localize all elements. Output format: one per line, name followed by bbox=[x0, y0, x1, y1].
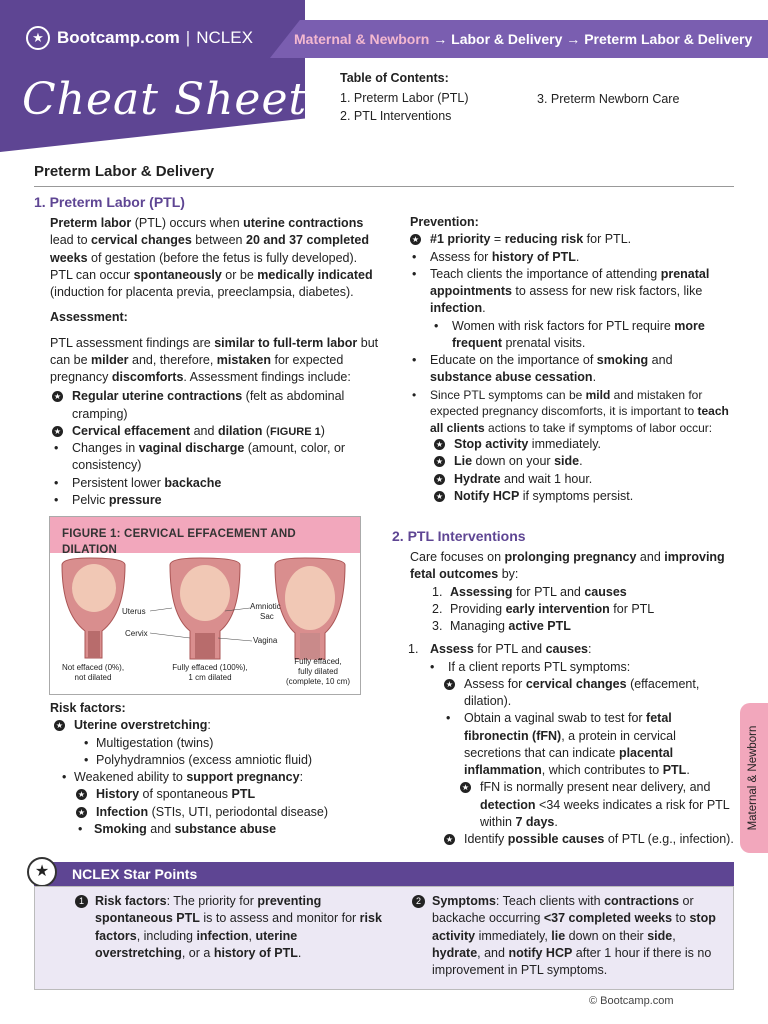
list-item: 2. Providing early intervention for PTL bbox=[432, 601, 655, 616]
caption-2: 1 cm dilated bbox=[188, 673, 232, 682]
list-item: 1. Assessing for PTL and causes bbox=[432, 584, 627, 599]
list-item: • Assess for history of PTL. bbox=[410, 249, 735, 266]
breadcrumb-current: Preterm Labor & Delivery bbox=[584, 31, 753, 47]
risk-heading: Risk factors: bbox=[50, 701, 126, 715]
assessment-text: PTL assessment findings are similar to full-term labor but can be milder and, therefore, mistaken for expected pregnancy discomforts. Assessment findings include: bbox=[50, 335, 379, 384]
caption-2: Fully effaced (100%), bbox=[172, 663, 248, 672]
table-of-contents: Table of Contents: 1. Preterm Labor (PTL) 2. PTL Interventions bbox=[340, 70, 469, 125]
section-2-body bbox=[410, 549, 735, 848]
side-tab[interactable]: Maternal & Newborn bbox=[740, 703, 768, 853]
prevention-heading: Prevention: bbox=[410, 215, 479, 229]
list-item: ★ fFN is normally present near delivery, and detection <34 weeks indicates a risk for PTL within 7 days. bbox=[461, 780, 730, 829]
list-item: 1. Assess for PTL and causes: bbox=[408, 642, 592, 657]
toc-item[interactable]: 3. Preterm Newborn Care bbox=[537, 92, 680, 106]
list-item: ★ Stop activity immediately. bbox=[435, 437, 602, 452]
list-item: ★ Hydrate and wait 1 hour. bbox=[435, 471, 593, 486]
list-item: • Weakened ability to support pregnancy: bbox=[60, 769, 380, 786]
list-item: 3. Managing active PTL bbox=[432, 619, 571, 633]
divider bbox=[34, 186, 734, 187]
caption-1: Not effaced (0%), bbox=[61, 663, 125, 672]
list-item: • Changes in vaginal discharge (amount, color, or consistency) bbox=[52, 440, 380, 475]
prevention-list bbox=[410, 231, 735, 505]
breadcrumb-maternal[interactable]: Maternal & Newborn bbox=[294, 31, 430, 47]
list-item: ★ Regular uterine contractions (felt as abdominal cramping) bbox=[53, 389, 345, 421]
star-logo-icon: ★ bbox=[26, 26, 50, 50]
list-item: ★ History of spontaneous PTL bbox=[77, 787, 256, 802]
list-item: • Polyhydramnios (excess amniotic fluid) bbox=[82, 752, 380, 769]
assessment-heading: Assessment: bbox=[50, 310, 128, 325]
label-uterus: Uterus bbox=[122, 607, 146, 616]
s2-intro: Care focuses on prolonging pregnancy and improving fetal outcomes by: bbox=[410, 550, 725, 582]
nclex-star-points-bar: NCLEX Star Points bbox=[34, 862, 734, 886]
label-vagina: Vagina bbox=[253, 636, 278, 645]
list-item: ★ Uterine overstretching: bbox=[55, 718, 211, 733]
star-point-1: 1 Risk factors: The priority for preventing spontaneous PTL is to assess and monitor for risk factors, including infection, uterine overstretching, or a history of PTL. bbox=[75, 893, 385, 962]
list-item: ★ Cervical effacement and dilation (FIGURE 1) bbox=[53, 423, 325, 438]
product-name: NCLEX bbox=[196, 28, 253, 48]
prevention bbox=[410, 214, 735, 505]
star-bullet-icon: ★ bbox=[461, 783, 470, 793]
findings-list bbox=[52, 388, 380, 509]
page-title: Preterm Labor & Delivery bbox=[34, 163, 215, 180]
caption-1: not dilated bbox=[74, 673, 112, 682]
list-item: • Smoking and substance abuse bbox=[76, 821, 380, 838]
cheat-sheets-title: Cheat Sheets bbox=[22, 74, 331, 125]
section-1-body bbox=[50, 215, 380, 509]
footer-copyright: © Bootcamp.com bbox=[589, 995, 674, 1007]
uterus-effaced bbox=[170, 558, 240, 659]
breadcrumb-labor[interactable]: Labor & Delivery bbox=[451, 31, 563, 47]
star-bullet-icon: ★ bbox=[55, 721, 64, 731]
uterus-dilated bbox=[275, 558, 345, 659]
star-bullet-icon: ★ bbox=[77, 807, 86, 817]
star-bullet-icon: ★ bbox=[435, 440, 444, 450]
list-item: ★ Identify possible causes of PTL (e.g., infection). bbox=[445, 832, 734, 846]
star-point-2: 2 Symptoms: Teach clients with contractions or backache occurring <37 completed weeks to stop activity immediately, lie down on their side, hydrate, and notify HCP after 1 hour if there is no improvement in PTL symptoms. bbox=[412, 893, 722, 979]
star-bullet-icon: ★ bbox=[435, 457, 444, 467]
list-item: ★ Infection (STIs, UTI, periodontal disease) bbox=[77, 804, 329, 819]
cervix-illustration bbox=[50, 553, 360, 693]
star-bullet-icon: ★ bbox=[53, 426, 62, 436]
toc-item[interactable]: 1. Preterm Labor (PTL) bbox=[340, 91, 469, 106]
star-bullet-icon: ★ bbox=[77, 790, 86, 800]
section-2-title: 2. PTL Interventions bbox=[392, 528, 526, 544]
toc-item[interactable]: 2. PTL Interventions bbox=[340, 108, 452, 123]
list-item: • Educate on the importance of smoking and substance abuse cessation. bbox=[410, 352, 735, 387]
nclex-star-points-box bbox=[34, 886, 734, 990]
brand-name: Bootcamp.com bbox=[57, 28, 180, 48]
star-badge-icon: ★ bbox=[27, 857, 57, 887]
assess-list bbox=[408, 641, 735, 848]
caption-3: Fully effaced, bbox=[294, 657, 342, 666]
list-item: ★ #1 priority = reducing risk for PTL. bbox=[411, 232, 632, 247]
logo[interactable]: ★ Bootcamp.com | NCLEX bbox=[26, 26, 253, 50]
steps-list bbox=[432, 584, 735, 636]
list-item: • Persistent lower backache bbox=[52, 475, 380, 492]
list-item: ★ Notify HCP if symptoms persist. bbox=[435, 488, 634, 503]
list-item: • If a client reports PTL symptoms: bbox=[428, 659, 735, 676]
uterus-not-effaced bbox=[62, 558, 125, 658]
list-item: • Pelvic pressure bbox=[52, 492, 380, 509]
star-bullet-icon: ★ bbox=[53, 392, 62, 402]
label-sac: Sac bbox=[260, 612, 274, 621]
ptl-intro: Preterm labor (PTL) occurs when uterine contractions lead to cervical changes between 20 and 37 completed weeks of gestation (before the fetus is fully developed). PTL can occur spontaneously or be medically indicated (induction for placenta previa, preeclampsia, diabetes). bbox=[50, 216, 373, 299]
label-amniotic: Amniotic bbox=[250, 602, 281, 611]
list-item: • Teach clients the importance of attending prenatal appointments to assess for new risk factors, like infection. bbox=[410, 266, 735, 318]
risk-list bbox=[50, 717, 380, 838]
list-item: • Multigestation (twins) bbox=[82, 735, 380, 752]
figure-1 bbox=[49, 516, 361, 695]
risk-factors bbox=[50, 700, 380, 838]
list-item: ★ Assess for cervical changes (effacement, dilation). bbox=[445, 676, 700, 708]
section-1-title: 1. Preterm Labor (PTL) bbox=[34, 194, 185, 210]
figure-title: FIGURE 1: CERVICAL EFFACEMENT AND DILATION bbox=[50, 517, 360, 553]
star-bullet-icon: ★ bbox=[445, 679, 454, 689]
star-bullet-icon: ★ bbox=[411, 235, 420, 245]
star-bullet-icon: ★ bbox=[435, 491, 444, 501]
breadcrumb: Maternal & Newborn → Labor & Delivery → Preterm Labor & Delivery bbox=[294, 31, 753, 47]
caption-3: fully dilated bbox=[297, 667, 339, 676]
list-item: • Obtain a vaginal swab to test for fetal fibronectin (fFN), a protein in cervical secretions that can indicate placental inflammation, which contributes to PTL. bbox=[444, 710, 735, 779]
star-bullet-icon: ★ bbox=[435, 474, 444, 484]
label-cervix: Cervix bbox=[125, 629, 148, 638]
list-item: • Women with risk factors for PTL require more frequent prenatal visits. bbox=[432, 318, 735, 353]
list-item: • Since PTL symptoms can be mild and mistaken for expected pregnancy discomforts, it is important to teach all clients actions to take if symptoms of labor occur: bbox=[410, 387, 735, 437]
list-item: ★ Lie down on your side. bbox=[435, 454, 583, 469]
star-bullet-icon: ★ bbox=[445, 835, 454, 844]
caption-3: (complete, 10 cm) bbox=[285, 677, 351, 686]
